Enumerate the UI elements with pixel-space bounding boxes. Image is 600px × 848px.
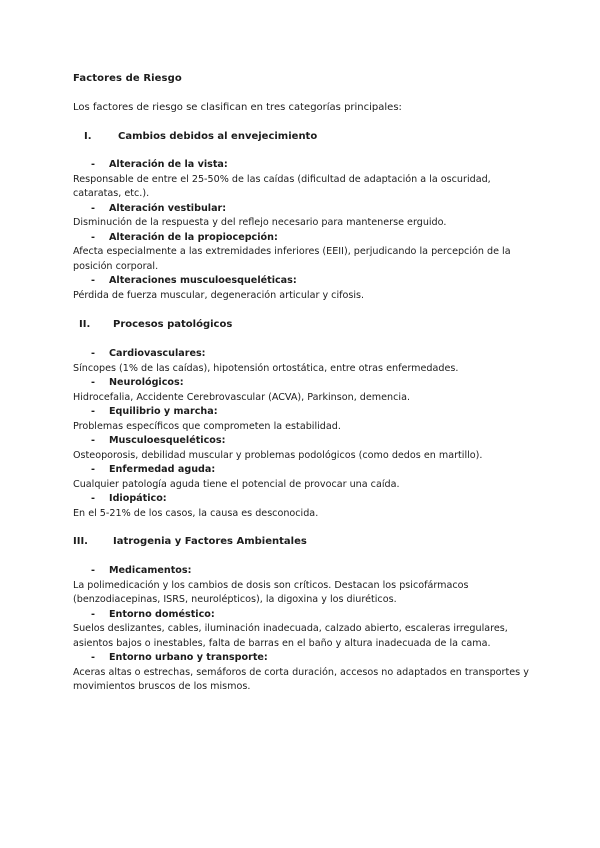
section-heading-3 xyxy=(73,536,307,547)
item-text: Síncopes (1% de las caídas), hipotensión ortostática, entre otras enfermedades. xyxy=(73,362,459,374)
item-text: Osteoporosis, debilidad muscular y problemas podológicos (como dedos en martillo). xyxy=(73,449,483,461)
item-text: Disminución de la respuesta y del reflejo necesario para mantenerse erguido. xyxy=(73,217,447,228)
section-numeral: II. xyxy=(79,319,91,330)
list-item: - Idiopático: xyxy=(91,493,167,504)
item-text: Cualquier patología aguda tiene el potencial de provocar una caída. xyxy=(73,478,400,490)
list-item: - Alteraciones musculoesqueléticas: xyxy=(91,275,297,286)
item-label: Cardiovasculares: xyxy=(109,348,206,359)
item-label: Entorno doméstico: xyxy=(109,608,215,620)
intro-text: Los factores de riesgo se clasifican en tres categorías principales: xyxy=(73,102,402,113)
item-label: Neurológicos: xyxy=(109,377,184,388)
item-label: Enfermedad aguda: xyxy=(109,464,216,475)
item-label: Musculoesqueléticos: xyxy=(109,435,226,446)
list-item: - Equilibrio y marcha: xyxy=(91,406,218,417)
section-title: Iatrogenia y Factores Ambientales xyxy=(113,536,307,547)
list-item: - Musculoesqueléticos: xyxy=(91,435,226,446)
item-text: Suelos deslizantes, cables, iluminación inadecuada, calzado abierto, escaleras irregulares, asientos bajos o inestables, falta de barras en el baño y altura inadecuada de la cama. xyxy=(73,623,508,649)
item-label: Idiopático: xyxy=(109,493,167,504)
item-text: Aceras altas o estrechas, semáforos de corta duración, accesos no adaptados en transportes y movimientos bruscos de los mismos. xyxy=(73,666,529,692)
section-title: Procesos patológicos xyxy=(113,319,233,330)
section-numeral: III. xyxy=(73,536,88,547)
item-label: Medicamentos: xyxy=(109,565,192,576)
list-item: - Cardiovasculares: xyxy=(91,348,206,359)
item-text: Hidrocefalia, Accidente Cerebrovascular (ACVA), Parkinson, demencia. xyxy=(73,391,410,403)
list-item: - Neurológicos: xyxy=(91,377,184,388)
item-label: Equilibrio y marcha: xyxy=(109,406,218,417)
section-3-items xyxy=(73,564,533,695)
item-label: Alteraciones musculoesqueléticas: xyxy=(109,275,297,286)
section-heading-2 xyxy=(79,319,232,330)
list-item: - Entorno doméstico: xyxy=(91,608,215,620)
item-text: La polimedicación y los cambios de dosis son críticos. Destacan los psicofármacos (benzodiacepinas, ISRS, neurolépticos), la digoxina y los diuréticos. xyxy=(73,579,469,605)
list-item: - Enfermedad aguda: xyxy=(91,464,216,475)
section-heading-1 xyxy=(84,131,317,142)
item-text: Responsable de entre el 25-50% de las caídas (dificultad de adaptación a la oscuridad, cataratas, etc.). xyxy=(73,173,491,199)
item-text: Pérdida de fuerza muscular, degeneración articular y cifosis. xyxy=(73,289,365,301)
item-label: Alteración vestibular: xyxy=(109,202,227,214)
item-text: En el 5-21% de los casos, la causa es desconocida. xyxy=(73,507,319,519)
section-title: Cambios debidos al envejecimiento xyxy=(118,131,318,142)
section-numeral: I. xyxy=(84,131,92,142)
list-item: - Entorno urbano y transporte: xyxy=(91,652,268,663)
list-item: - Alteración de la vista: xyxy=(91,159,228,170)
item-label: Alteración de la vista: xyxy=(109,159,228,170)
item-label: Entorno urbano y transporte: xyxy=(109,652,268,663)
section-2-items xyxy=(73,347,533,521)
page-title: Factores de Riesgo xyxy=(73,73,182,84)
list-item: - Medicamentos: xyxy=(91,565,192,576)
item-label: Alteración de la propiocepción: xyxy=(109,231,278,243)
list-item: - Alteración vestibular: xyxy=(91,202,227,214)
item-text: Afecta especialmente a las extremidades inferiores (EEII), perjudicando la percepción de la posición corporal. xyxy=(73,246,511,272)
section-1-items xyxy=(73,158,533,303)
item-text: Problemas específicos que comprometen la estabilidad. xyxy=(73,420,341,432)
list-item: - Alteración de la propiocepción: xyxy=(91,231,278,243)
